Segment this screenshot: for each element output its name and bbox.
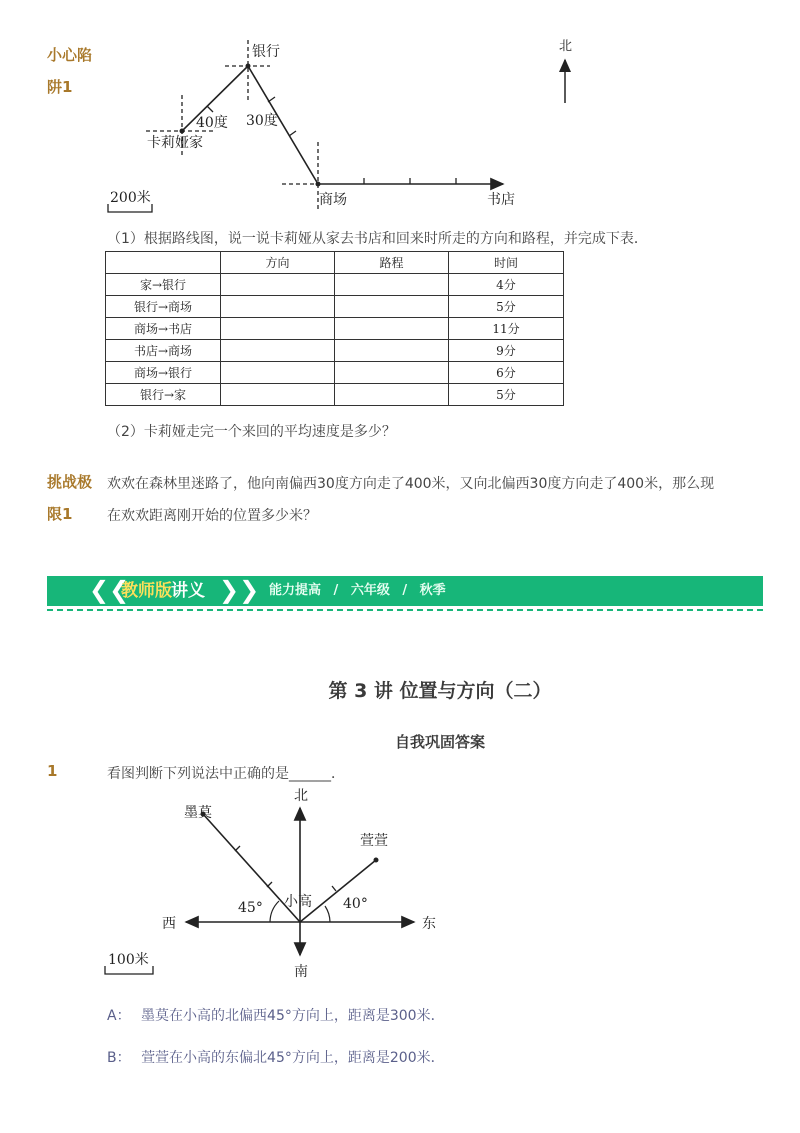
table-header: 方向 bbox=[221, 252, 335, 274]
crumb-season: 秋季 bbox=[419, 583, 446, 598]
table-row bbox=[106, 384, 564, 406]
crumb-separator: / bbox=[333, 583, 339, 598]
time-cell: 9分 bbox=[449, 340, 564, 362]
trap-question-2: （2）卡莉娅走完一个来回的平均速度是多少？ bbox=[107, 424, 396, 440]
section-title: 自我巩固答案 bbox=[394, 733, 485, 751]
route-table bbox=[105, 251, 564, 406]
teacher-banner bbox=[47, 576, 763, 606]
distance-cell[interactable] bbox=[335, 296, 449, 318]
banner-dashed-divider bbox=[47, 609, 763, 611]
time-cell: 11分 bbox=[449, 318, 564, 340]
option-b-label: B： bbox=[107, 1050, 131, 1066]
option-a[interactable] bbox=[107, 1005, 445, 1025]
option-b[interactable] bbox=[107, 1047, 445, 1067]
chevrons-right-icon: ❯❯ bbox=[219, 576, 260, 604]
table-row bbox=[106, 318, 564, 340]
time-cell: 5分 bbox=[449, 384, 564, 406]
table-header: 时间 bbox=[449, 252, 564, 274]
table-row bbox=[106, 362, 564, 384]
diagram-north-label: 北 bbox=[294, 788, 308, 804]
distance-cell[interactable] bbox=[335, 340, 449, 362]
direction-cell[interactable] bbox=[221, 384, 335, 406]
route-cell: 银行→家 bbox=[106, 384, 221, 406]
challenge-tag-line1: 挑战极 bbox=[47, 473, 93, 491]
direction-diagram bbox=[0, 780, 800, 985]
direction-cell[interactable] bbox=[221, 340, 335, 362]
banner-label-2: 讲义 bbox=[171, 581, 205, 601]
table-header: 路程 bbox=[335, 252, 449, 274]
route-cell: 银行→商场 bbox=[106, 296, 221, 318]
distance-cell[interactable] bbox=[335, 318, 449, 340]
angle-40-label: 40° bbox=[343, 896, 368, 912]
banner-label-1: 教师版 bbox=[121, 581, 172, 601]
distance-cell[interactable] bbox=[335, 274, 449, 296]
crumb-grade: 六年级 bbox=[350, 583, 390, 598]
distance-cell[interactable] bbox=[335, 384, 449, 406]
direction-cell[interactable] bbox=[221, 318, 335, 340]
table-row bbox=[106, 296, 564, 318]
crumb-ability: 能力提高 bbox=[269, 583, 322, 598]
diagram-south-label: 南 bbox=[294, 964, 308, 980]
breadcrumb bbox=[269, 582, 446, 600]
option-a-text: 墨莫在小高的北偏西45°方向上，距离是300米． bbox=[141, 1008, 445, 1024]
center-label: 小高 bbox=[284, 894, 312, 910]
diagram-east-label: 东 bbox=[422, 916, 436, 932]
north-label: 北 bbox=[559, 39, 573, 54]
crumb-separator: / bbox=[402, 583, 408, 598]
direction-cell[interactable] bbox=[221, 274, 335, 296]
home-label: 卡莉娅家 bbox=[147, 135, 203, 151]
chevrons-left-icon: ❮❮ bbox=[89, 576, 130, 604]
angle-45-label: 45° bbox=[238, 900, 263, 916]
xuanxuan-label: 萱萱 bbox=[360, 833, 388, 849]
time-cell: 4分 bbox=[449, 274, 564, 296]
angle-30-label: 30度 bbox=[246, 113, 278, 129]
route-cell: 家→银行 bbox=[106, 274, 221, 296]
question-stem: 看图判断下列说法中正确的是______． bbox=[107, 766, 345, 782]
route-cell: 商场→书店 bbox=[106, 318, 221, 340]
diagram-west-label: 西 bbox=[162, 916, 176, 932]
time-cell: 6分 bbox=[449, 362, 564, 384]
route-cell: 商场→银行 bbox=[106, 362, 221, 384]
route-cell: 书店→商场 bbox=[106, 340, 221, 362]
challenge-line-2: 在欢欢距离刚开始的位置多少米？ bbox=[107, 508, 317, 524]
trap-tag-line2: 阱1 bbox=[47, 78, 73, 96]
table-row bbox=[106, 274, 564, 296]
distance-cell[interactable] bbox=[335, 362, 449, 384]
mall-label: 商场 bbox=[319, 192, 347, 208]
challenge-tag-line2: 限1 bbox=[47, 505, 73, 523]
bookstore-label: 书店 bbox=[487, 192, 515, 208]
momo-label: 墨莫 bbox=[184, 805, 212, 821]
angle-40-label: 40度 bbox=[196, 115, 228, 131]
option-a-label: A： bbox=[107, 1008, 131, 1024]
table-header-row bbox=[106, 252, 564, 274]
time-cell: 5分 bbox=[449, 296, 564, 318]
lecture-title: 第 3 讲 位置与方向（二） bbox=[328, 680, 552, 702]
challenge-line-1: 欢欢在森林里迷路了，他向南偏西30度方向走了400米，又向北偏西30度方向走了400米，那么现 bbox=[107, 476, 715, 492]
direction-cell[interactable] bbox=[221, 362, 335, 384]
route-map bbox=[0, 30, 800, 230]
option-b-text: 萱萱在小高的东偏北45°方向上，距离是200米． bbox=[141, 1050, 445, 1066]
table-row bbox=[106, 340, 564, 362]
direction-cell[interactable] bbox=[221, 296, 335, 318]
scale-label: 200米 bbox=[110, 190, 151, 206]
trap-question-1: （1）根据路线图，说一说卡莉娅从家去书店和回来时所走的方向和路程，并完成下表． bbox=[107, 231, 648, 247]
challenge-tag bbox=[47, 468, 92, 528]
diagram-scale-label: 100米 bbox=[108, 952, 149, 968]
table-header bbox=[106, 252, 221, 274]
question-number: 1 bbox=[47, 762, 58, 780]
bank-label: 银行 bbox=[252, 44, 280, 60]
trap-tag-line1: 小心陷 bbox=[47, 46, 93, 64]
